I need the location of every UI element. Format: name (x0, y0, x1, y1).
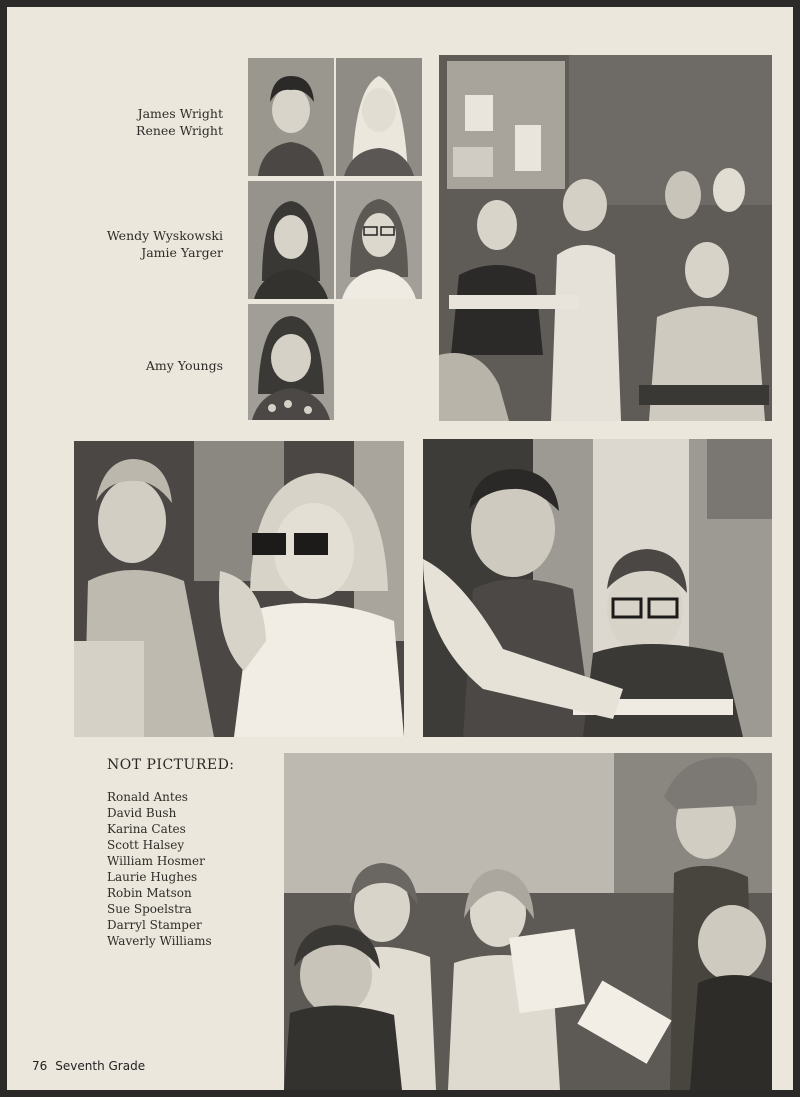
portrait-name: Renee Wright (136, 123, 223, 138)
list-item: Scott Halsey (107, 838, 185, 852)
list-item: Laurie Hughes (107, 870, 198, 884)
group-reading-photo (284, 753, 772, 1090)
list-item: Ronald Antes (107, 790, 188, 804)
not-pictured-list (107, 789, 212, 949)
list-item: Sue Spoelstra (107, 902, 192, 916)
not-pictured-heading: NOT PICTURED: (107, 757, 235, 773)
caption-group-1 (136, 105, 223, 139)
portrait-photo-james-wright (248, 58, 334, 176)
list-item: Robin Matson (107, 886, 192, 900)
list-item: David Bush (107, 806, 177, 820)
classroom-photo (439, 55, 772, 421)
chess-photo (423, 439, 772, 737)
page-number: 76 (32, 1059, 48, 1073)
page-footer (32, 1059, 145, 1073)
list-item: William Hosmer (107, 854, 205, 868)
portrait-photo-renee-wright (336, 58, 422, 176)
portrait-name: Wendy Wyskowski (106, 228, 223, 243)
portrait-photo-wendy-wyskowski (248, 181, 334, 299)
list-item: Waverly Williams (107, 934, 212, 948)
yearbook-page (7, 7, 793, 1090)
list-item: Darryl Stamper (107, 918, 202, 932)
portrait-photo-jamie-yarger (336, 181, 422, 299)
list-item: Karina Cates (107, 822, 186, 836)
portrait-name: James Wright (137, 106, 223, 121)
portrait-photo-amy-youngs (248, 304, 334, 420)
caption-group-3 (146, 357, 223, 374)
caption-group-2 (107, 227, 223, 261)
section-label: Seventh Grade (55, 1059, 146, 1073)
students-photo-left (74, 441, 404, 737)
portrait-name: Amy Youngs (145, 358, 223, 373)
portrait-name: Jamie Yarger (141, 245, 223, 260)
